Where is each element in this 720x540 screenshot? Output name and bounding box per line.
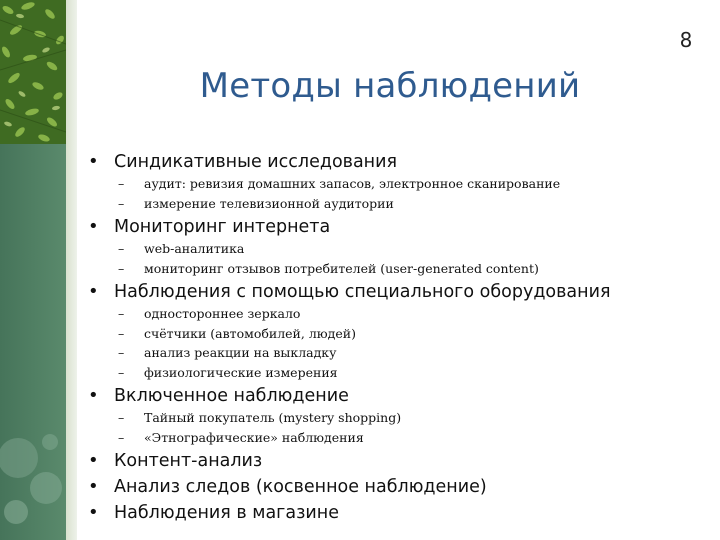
slide-number: 8 <box>679 28 693 52</box>
dash-icon: – <box>118 325 125 341</box>
sub-list <box>88 174 703 213</box>
bullet-dot-icon: • <box>88 502 99 523</box>
dash-icon: – <box>118 429 125 445</box>
dash-icon: – <box>118 176 125 191</box>
dash-icon: – <box>118 260 125 276</box>
bullet-text: Синдикативные исследования <box>114 152 398 172</box>
sub-item <box>88 194 703 214</box>
sub-item-text: измерение телевизионной аудитории <box>144 195 394 211</box>
slide-title: Методы наблюдений <box>199 66 581 106</box>
sub-list <box>88 239 703 278</box>
sub-item <box>88 324 703 344</box>
dash-icon: – <box>118 195 125 211</box>
bullet-dot-icon: • <box>88 385 99 406</box>
bullet-text: Мониторинг интернета <box>114 217 331 237</box>
bullet-text: Анализ следов (косвенное наблюдение) <box>114 477 487 497</box>
sub-item-text: мониторинг отзывов потребителей (user-generated content) <box>144 260 539 276</box>
dash-icon: – <box>118 241 125 256</box>
sub-item-text: физиологические измерения <box>144 364 338 380</box>
bullet-text: Наблюдения в магазине <box>114 503 339 523</box>
sub-item-text: Тайный покупатель (mystery shopping) <box>144 410 402 425</box>
sub-item <box>88 239 703 259</box>
dash-icon: – <box>118 345 125 360</box>
bullet-text: Включенное наблюдение <box>114 386 349 406</box>
bullet-item <box>88 215 703 239</box>
sub-item-text: аудит: ревизия домашних запасов, электронное сканирование <box>144 176 561 191</box>
sub-item-text: «Этнографические» наблюдения <box>144 429 364 445</box>
bullet-item <box>88 280 703 304</box>
sub-item-text: анализ реакции на выкладку <box>144 345 337 360</box>
sub-list <box>88 304 703 382</box>
bullet-text: Контент-анализ <box>114 451 263 471</box>
sub-list <box>88 408 703 447</box>
bullet-item <box>88 384 703 408</box>
bullet-dot-icon: • <box>88 281 99 302</box>
panel-divider-stripe <box>66 0 77 540</box>
sub-item <box>88 304 703 324</box>
bullet-text: Наблюдения с помощью специального оборудования <box>114 282 611 302</box>
sub-item <box>88 428 703 448</box>
sub-item <box>88 174 703 194</box>
bullet-dot-icon: • <box>88 216 99 237</box>
dash-icon: – <box>118 364 125 380</box>
sub-item <box>88 408 703 428</box>
bullet-list <box>88 148 703 525</box>
bullet-dot-icon: • <box>88 151 99 172</box>
dash-icon: – <box>118 410 125 425</box>
decorative-side-panel <box>0 0 66 540</box>
sub-item-text: счётчики (автомобилей, людей) <box>144 325 356 341</box>
sub-item-text: web-аналитика <box>144 241 245 256</box>
bullet-item <box>88 150 703 174</box>
sub-item <box>88 259 703 279</box>
dash-icon: – <box>118 306 125 321</box>
bullet-item <box>88 449 703 473</box>
bullet-dot-icon: • <box>88 450 99 471</box>
bullet-item <box>88 501 703 525</box>
sub-item <box>88 363 703 383</box>
sub-item-text: одностороннее зеркало <box>144 306 301 321</box>
foliage-image <box>0 0 66 144</box>
bullet-dot-icon: • <box>88 476 99 497</box>
sub-item <box>88 343 703 363</box>
bullet-item <box>88 475 703 499</box>
